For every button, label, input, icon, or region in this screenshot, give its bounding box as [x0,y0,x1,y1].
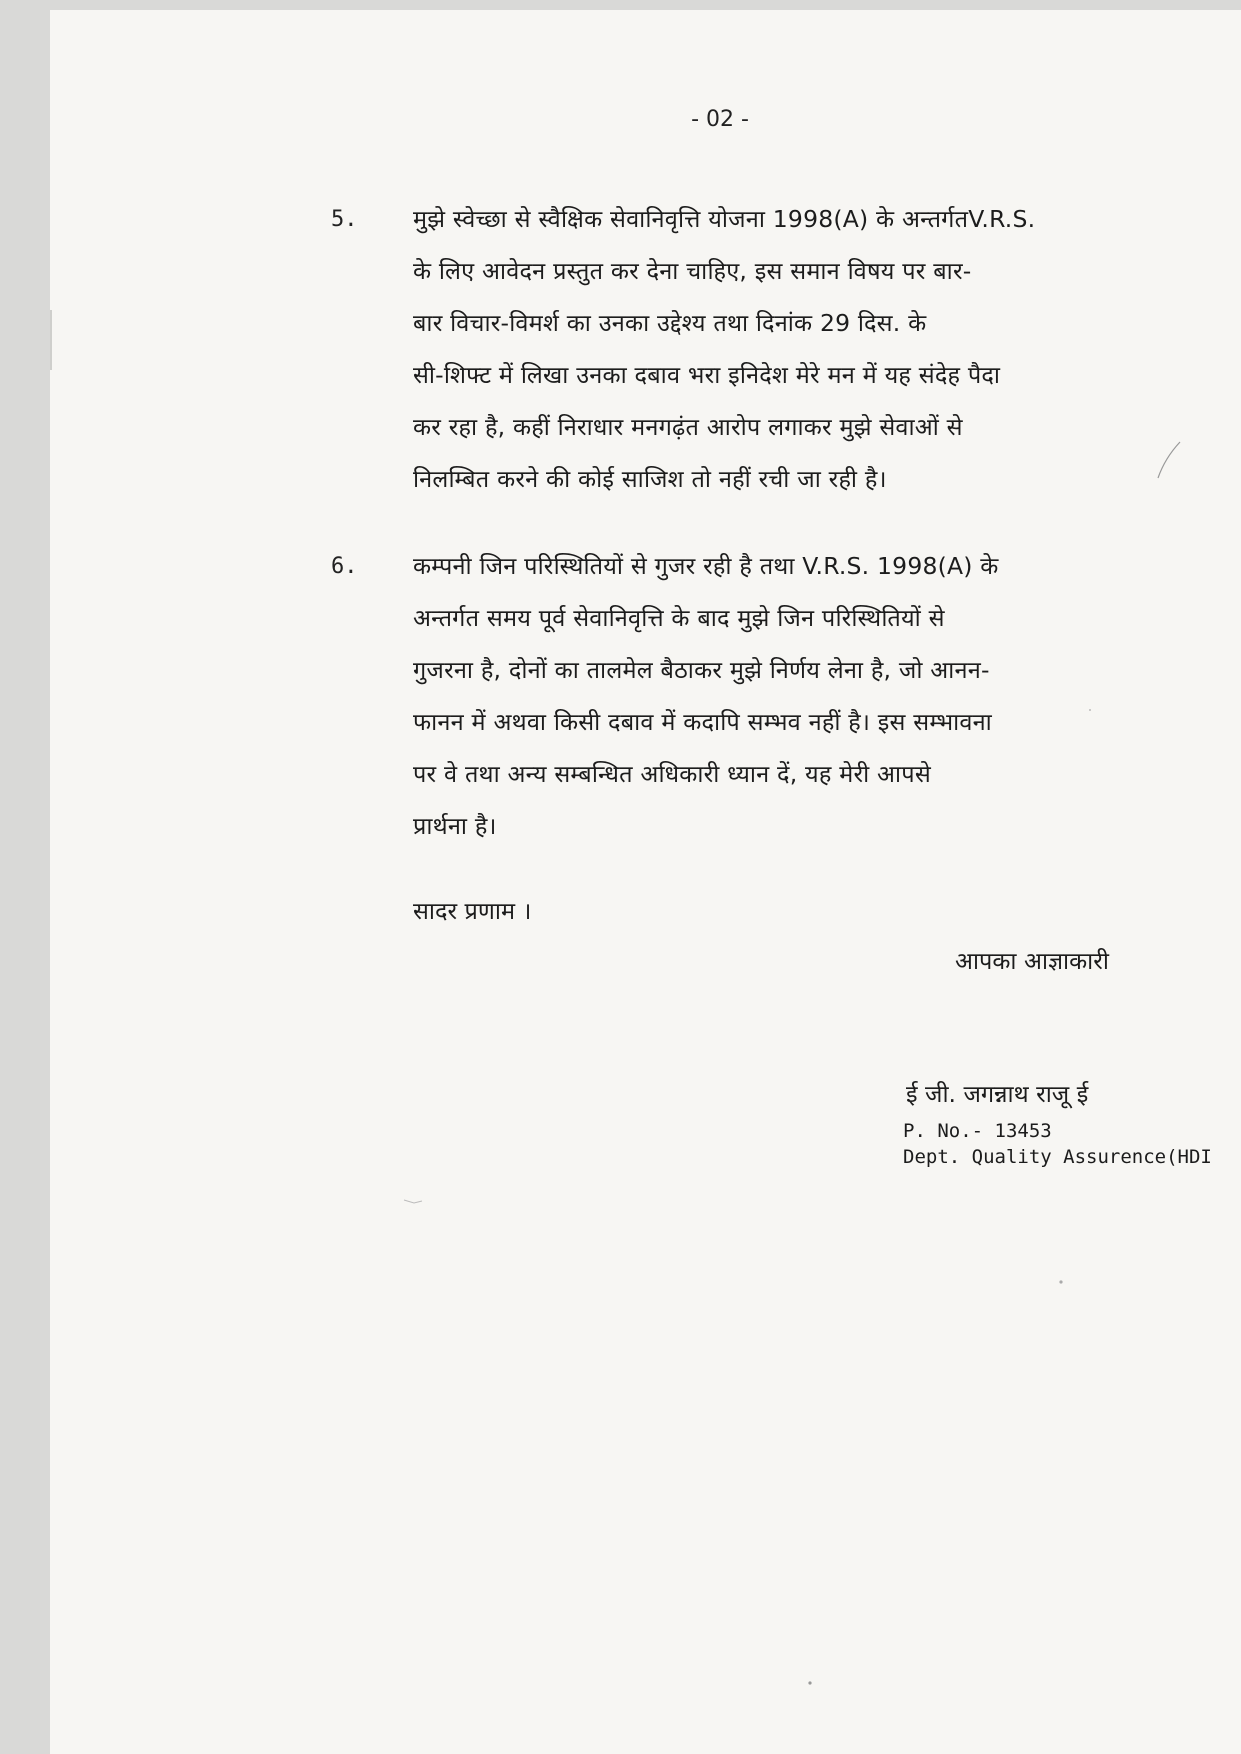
paragraph-line: पर वे तथा अन्य सम्बन्धित अधिकारी ध्यान दें, यह मेरी आपसे [413,760,931,788]
paragraph-line: मुझे स्वेच्छा से स्वैक्षिक सेवानिवृत्ति योजना 1998(A) के अन्तर्गतV.R.S. [413,205,1036,233]
paragraph-line: के लिए आवेदन प्रस्तुत कर देना चाहिए, इस समान विषय पर बार- [413,257,972,285]
paragraph-number: 6. [331,554,358,579]
paragraph-line: प्रार्थना है। [413,812,497,840]
page-number: - 02 - [691,107,749,132]
paragraph-line: गुजरना है, दोनों का तालमेल बैठाकर मुझे निर्णय लेना है, जो आनन- [413,656,990,684]
paragraph-line: फानन में अथवा किसी दबाव में कदापि सम्भव नहीं है। इस सम्भावना [413,708,992,736]
salutation: सादर प्रणाम । [413,897,532,925]
closing-phrase: आपका आज्ञाकारी [955,947,1109,975]
paragraph-line: कम्पनी जिन परिस्थितियों से गुजर रही है तथा V.R.S. 1998(A) के [413,552,999,580]
signature-p-no: P. No.- 13453 [903,1120,1052,1142]
paragraph-line: अन्तर्गत समय पूर्व सेवानिवृत्ति के बाद मुझे जिन परिस्थितियों से [413,604,945,632]
scan-artifacts [50,10,1241,1754]
paragraph-line: बार विचार-विमर्श का उनका उद्देश्य तथा दिनांक 29 दिस. के [413,309,927,337]
paragraph-line: सी-शिफ्ट में लिखा उनका दबाव भरा इनिदेश मेरे मन में यह संदेह पैदा [413,361,1001,389]
document-page [50,10,1241,1754]
paragraph-number: 5. [331,207,358,232]
signature-dept: Dept. Quality Assurence(HDI [903,1146,1212,1168]
signature-name: ई जी. जगन्नाथ राजू ई [906,1080,1089,1108]
paragraph-line: कर रहा है, कहीं निराधार मनगढ़ंत आरोप लगाकर मुझे सेवाओं से [413,413,963,441]
paragraph-line: निलम्बित करने की कोई साजिश तो नहीं रची जा रही है। [413,465,887,493]
